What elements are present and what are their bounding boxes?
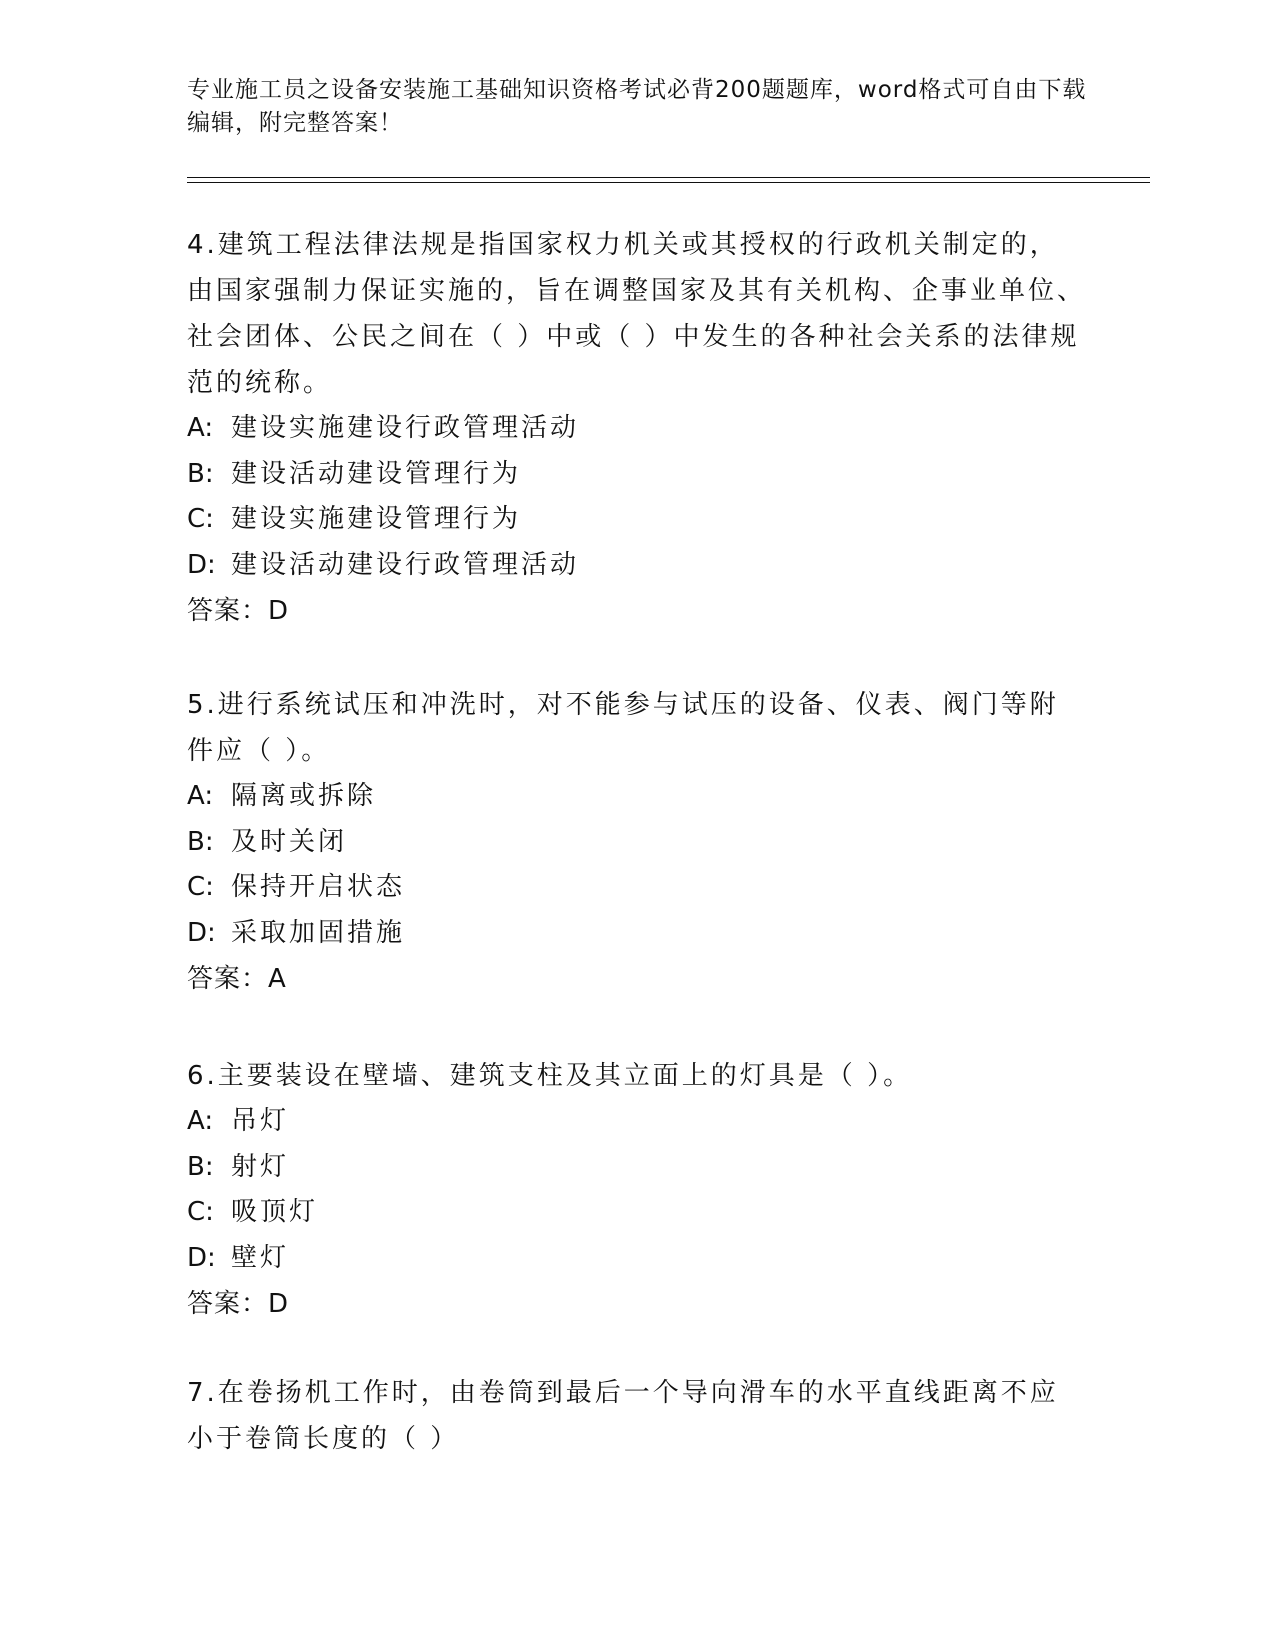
option-text: 建设实施建设行政管理活动 — [231, 413, 580, 443]
option-text: 隔离或拆除 — [231, 781, 377, 811]
option-text: 采取加固措施 — [231, 917, 406, 948]
option-letter: C: — [187, 872, 214, 902]
option-d — [187, 911, 1087, 957]
option-letter: B: — [187, 826, 214, 857]
option-letter: D: — [187, 917, 216, 948]
option-text: 射灯 — [231, 1151, 290, 1182]
option-text: 壁灯 — [231, 1242, 290, 1273]
option-letter: D: — [187, 549, 216, 580]
option-b — [187, 452, 1087, 498]
option-letter: A: — [187, 781, 214, 811]
option-c — [187, 1190, 1087, 1236]
option-text: 建设实施建设管理行为 — [231, 504, 522, 534]
answer-line: 答案：D — [187, 1289, 290, 1319]
option-letter: A: — [187, 413, 214, 443]
option-text: 吸顶灯 — [231, 1197, 319, 1227]
option-c — [187, 865, 1087, 911]
option-a — [187, 774, 1087, 820]
option-letter: B: — [187, 1151, 214, 1182]
option-a — [187, 406, 1087, 452]
option-c — [187, 497, 1087, 543]
option-a — [187, 1099, 1087, 1145]
question-5 — [187, 682, 1087, 1002]
question-stem: 4.建筑工程法律法规是指国家权力机关或其授权的行政机关制定的，由国家强制力保证实施的，旨在调整国家及其有关机构、企事业单位、社会团体、公民之间在（ ）中或（ ）中发生的各种社会关系的法律规范的统称。 — [187, 230, 1087, 398]
option-letter: C: — [187, 504, 214, 534]
option-text: 及时关闭 — [231, 826, 348, 857]
question-stem: 6.主要装设在壁墙、建筑支柱及其立面上的灯具是（ ）。 — [187, 1061, 913, 1091]
option-b — [187, 1145, 1087, 1191]
question-4 — [187, 222, 1087, 634]
answer-line: 答案：D — [187, 596, 290, 626]
option-text: 建设活动建设管理行为 — [231, 458, 522, 489]
option-letter: D: — [187, 1242, 216, 1273]
question-6 — [187, 1053, 1087, 1327]
option-letter: C: — [187, 1197, 214, 1227]
option-text: 建设活动建设行政管理活动 — [231, 549, 580, 580]
header-divider-top — [187, 177, 1150, 178]
option-text: 吊灯 — [231, 1106, 290, 1136]
answer-line: 答案：A — [187, 964, 287, 994]
option-text: 保持开启状态 — [231, 872, 406, 902]
option-b — [187, 820, 1087, 866]
question-stem: 5.进行系统试压和冲洗时，对不能参与试压的设备、仪表、阀门等附件应（ ）。 — [187, 690, 1059, 766]
option-letter: A: — [187, 1106, 214, 1136]
option-letter: B: — [187, 458, 214, 489]
header-divider-bottom — [187, 182, 1150, 183]
document-header: 专业施工员之设备安装施工基础知识资格考试必背200题题库，word格式可自由下载编辑，附完整答案！ — [187, 77, 1087, 136]
question-stem: 7.在卷扬机工作时，由卷筒到最后一个导向滑车的水平直线距离不应小于卷筒长度的（ ） — [187, 1378, 1059, 1454]
option-d — [187, 1236, 1087, 1282]
option-d — [187, 543, 1087, 589]
question-7 — [187, 1370, 1087, 1462]
